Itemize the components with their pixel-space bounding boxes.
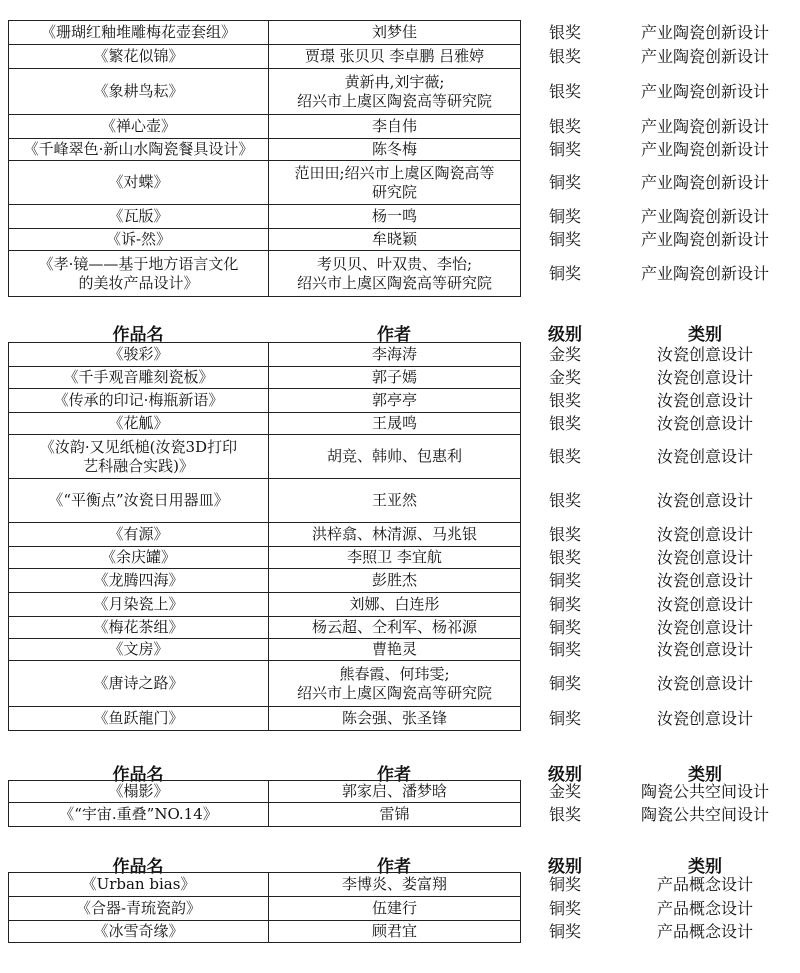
award-level: 银奖	[548, 446, 581, 466]
header-level: 级别	[548, 857, 582, 877]
award-info	[520, 920, 800, 942]
table-row	[9, 547, 521, 569]
author-name: 黄新冉,刘宇薇; 绍兴市上虞区陶瓷高等研究院	[269, 69, 521, 115]
author-name: 杨云超、仝利军、杨祁源	[269, 617, 521, 639]
award-info	[520, 638, 800, 660]
header-level: 级别	[548, 325, 582, 345]
award-level: 金奖	[548, 367, 581, 387]
table-row	[9, 161, 521, 205]
award-info	[520, 20, 800, 44]
work-title: 《“宇宙.重叠”NO.14》	[9, 803, 269, 827]
award-level: 铜奖	[548, 673, 581, 693]
award-category: 陶瓷公共空间设计	[640, 781, 769, 801]
award-level: 铜奖	[548, 708, 581, 728]
work-title: 《梅花茶组》	[9, 617, 269, 639]
award-level: 铜奖	[548, 639, 581, 659]
table-row	[9, 617, 521, 639]
award-info	[520, 412, 800, 434]
work-title: 《对蝶》	[9, 161, 269, 205]
award-info	[520, 388, 800, 412]
table-row	[9, 921, 521, 943]
work-title: 《文房》	[9, 639, 269, 661]
header-category: 类别	[688, 325, 722, 345]
author-name: 范田田;绍兴市上虞区陶瓷高等 研究院	[269, 161, 521, 205]
work-title: 《象耕鸟耘》	[9, 69, 269, 115]
work-title: 《禅心壶》	[9, 115, 269, 139]
table-row	[9, 251, 521, 297]
award-info	[520, 114, 800, 138]
award-category: 汝瓷创意设计	[656, 639, 753, 659]
author-name: 伍建行	[269, 897, 521, 921]
award-table	[8, 872, 521, 943]
award-info	[520, 546, 800, 568]
award-level: 铜奖	[548, 139, 581, 159]
author-name: 牟晓颖	[269, 229, 521, 251]
author-name: 刘娜、白连彤	[269, 593, 521, 617]
author-name: 顾君宜	[269, 921, 521, 943]
author-name: 杨一鸣	[269, 205, 521, 229]
table-row	[9, 413, 521, 435]
author-name: 王晟鸣	[269, 413, 521, 435]
table-row	[9, 69, 521, 115]
table-row	[9, 435, 521, 479]
award-level: 铜奖	[548, 263, 581, 283]
table-row	[9, 707, 521, 731]
award-category: 汝瓷创意设计	[656, 524, 753, 544]
work-title: 《汝韵·又见纸槌(汝瓷3D打印 艺科融合实践)》	[9, 435, 269, 479]
award-category: 汝瓷创意设计	[656, 344, 753, 364]
award-level: 银奖	[548, 490, 581, 510]
award-category: 汝瓷创意设计	[656, 547, 753, 567]
author-name: 雷锦	[269, 803, 521, 827]
header-category: 类别	[688, 765, 722, 785]
award-category: 汝瓷创意设计	[656, 367, 753, 387]
award-info	[520, 138, 800, 160]
award-level: 铜奖	[548, 898, 581, 918]
header-author: 作者	[377, 765, 411, 785]
work-title: 《骏彩》	[9, 343, 269, 367]
table-row	[9, 569, 521, 593]
award-info	[520, 660, 800, 706]
table-row	[9, 661, 521, 707]
table-row	[9, 873, 521, 897]
author-name: 李海涛	[269, 343, 521, 367]
award-level: 银奖	[548, 81, 581, 101]
author-name: 陈冬梅	[269, 139, 521, 161]
table-row	[9, 139, 521, 161]
award-level: 铜奖	[548, 594, 581, 614]
award-category: 汝瓷创意设计	[656, 446, 753, 466]
author-name: 郭子嫣	[269, 367, 521, 389]
header-level: 级别	[548, 765, 582, 785]
table-row	[9, 523, 521, 547]
work-title: 《珊瑚红釉堆雕梅花壶套组》	[9, 21, 269, 45]
award-level: 银奖	[548, 804, 581, 824]
work-title: 《月染瓷上》	[9, 593, 269, 617]
award-level: 铜奖	[548, 921, 581, 941]
award-level: 银奖	[548, 116, 581, 136]
award-category: 汝瓷创意设计	[656, 413, 753, 433]
award-info	[520, 522, 800, 546]
award-table	[8, 20, 521, 297]
work-title: 《“平衡点”汝瓷日用器皿》	[9, 479, 269, 523]
award-level: 铜奖	[548, 617, 581, 637]
award-info	[520, 250, 800, 296]
award-category: 产业陶瓷创新设计	[640, 81, 769, 101]
award-info	[520, 366, 800, 388]
author-name: 郭家启、潘梦晗	[269, 781, 521, 803]
award-table	[8, 780, 521, 827]
work-title: 《花觚》	[9, 413, 269, 435]
award-category: 产品概念设计	[656, 874, 753, 894]
work-title: 《鱼跃龍门》	[9, 707, 269, 731]
header-category: 类别	[688, 857, 722, 877]
work-title: 《诉-然》	[9, 229, 269, 251]
table-row	[9, 479, 521, 523]
author-name: 李博炎、娄富翔	[269, 873, 521, 897]
author-name: 刘梦佳	[269, 21, 521, 45]
award-level: 银奖	[548, 22, 581, 42]
award-category: 汝瓷创意设计	[656, 490, 753, 510]
work-title: 《余庆罐》	[9, 547, 269, 569]
award-category: 产业陶瓷创新设计	[640, 206, 769, 226]
award-level: 银奖	[548, 524, 581, 544]
author-name: 彭胜杰	[269, 569, 521, 593]
award-info	[520, 160, 800, 204]
award-info	[520, 706, 800, 730]
table-row	[9, 205, 521, 229]
work-title: 《繁花似锦》	[9, 45, 269, 69]
table-row	[9, 593, 521, 617]
award-info	[520, 478, 800, 522]
award-level: 铜奖	[548, 570, 581, 590]
table-row	[9, 781, 521, 803]
award-level: 银奖	[548, 413, 581, 433]
header-title: 作品名	[112, 765, 164, 785]
work-title: 《冰雪奇缘》	[9, 921, 269, 943]
work-title: 《传承的印记·梅瓶新语》	[9, 389, 269, 413]
table-row	[9, 389, 521, 413]
award-category: 产业陶瓷创新设计	[640, 116, 769, 136]
table-row	[9, 45, 521, 69]
header-title: 作品名	[112, 857, 164, 877]
award-table	[8, 342, 521, 731]
work-title: 《合器-青琉瓷韵》	[9, 897, 269, 921]
author-name: 曹艳灵	[269, 639, 521, 661]
award-level: 银奖	[548, 547, 581, 567]
award-category: 产品概念设计	[656, 898, 753, 918]
author-name: 贾璟 张贝贝 李卓鹏 吕雅婷	[269, 45, 521, 69]
table-row	[9, 21, 521, 45]
header-author: 作者	[377, 857, 411, 877]
award-level: 铜奖	[548, 229, 581, 249]
award-category: 产业陶瓷创新设计	[640, 229, 769, 249]
author-name: 胡竞、韩帅、包惠利	[269, 435, 521, 479]
author-name: 李照卫 李宜航	[269, 547, 521, 569]
work-title: 《Urban bias》	[9, 873, 269, 897]
award-info	[520, 592, 800, 616]
award-level: 银奖	[548, 390, 581, 410]
author-name: 考贝贝、叶双贵、李怡; 绍兴市上虞区陶瓷高等研究院	[269, 251, 521, 297]
award-info	[520, 872, 800, 896]
table-row	[9, 897, 521, 921]
award-category: 汝瓷创意设计	[656, 673, 753, 693]
table-row	[9, 367, 521, 389]
award-category: 汝瓷创意设计	[656, 708, 753, 728]
award-level: 铜奖	[548, 874, 581, 894]
author-name: 熊春霞、何玮雯; 绍兴市上虞区陶瓷高等研究院	[269, 661, 521, 707]
award-level: 铜奖	[548, 206, 581, 226]
work-title: 《龙腾四海》	[9, 569, 269, 593]
table-row	[9, 639, 521, 661]
work-title: 《榻影》	[9, 781, 269, 803]
award-category: 汝瓷创意设计	[656, 570, 753, 590]
work-title: 《有源》	[9, 523, 269, 547]
work-title: 《瓦版》	[9, 205, 269, 229]
work-title: 《千手观音雕刻瓷板》	[9, 367, 269, 389]
award-category: 产业陶瓷创新设计	[640, 263, 769, 283]
award-info	[520, 342, 800, 366]
award-info	[520, 228, 800, 250]
award-info	[520, 568, 800, 592]
award-category: 产业陶瓷创新设计	[640, 139, 769, 159]
author-name: 洪梓翕、林清源、马兆银	[269, 523, 521, 547]
award-info	[520, 204, 800, 228]
award-category: 产业陶瓷创新设计	[640, 46, 769, 66]
work-title: 《千峰翠色·新山水陶瓷餐具设计》	[9, 139, 269, 161]
header-author: 作者	[377, 325, 411, 345]
award-category: 汝瓷创意设计	[656, 390, 753, 410]
award-info	[520, 616, 800, 638]
award-info	[520, 896, 800, 920]
author-name: 陈会强、张圣锋	[269, 707, 521, 731]
award-info	[520, 68, 800, 114]
author-name: 郭亭亭	[269, 389, 521, 413]
work-title: 《唐诗之路》	[9, 661, 269, 707]
work-title: 《孝·镜——基于地方语言文化 的美妆产品设计》	[9, 251, 269, 297]
table-row	[9, 115, 521, 139]
award-category: 汝瓷创意设计	[656, 594, 753, 614]
author-name: 李自伟	[269, 115, 521, 139]
award-info	[520, 44, 800, 68]
table-row	[9, 229, 521, 251]
author-name: 王亚然	[269, 479, 521, 523]
award-category: 陶瓷公共空间设计	[640, 804, 769, 824]
award-level: 金奖	[548, 781, 581, 801]
table-row	[9, 803, 521, 827]
award-category: 产业陶瓷创新设计	[640, 22, 769, 42]
award-category: 汝瓷创意设计	[656, 617, 753, 637]
award-info	[520, 780, 800, 802]
award-category: 产业陶瓷创新设计	[640, 172, 769, 192]
award-level: 银奖	[548, 46, 581, 66]
award-level: 铜奖	[548, 172, 581, 192]
award-info	[520, 434, 800, 478]
award-info	[520, 802, 800, 826]
award-category: 产品概念设计	[656, 921, 753, 941]
award-level: 金奖	[548, 344, 581, 364]
header-title: 作品名	[112, 325, 164, 345]
table-row	[9, 343, 521, 367]
